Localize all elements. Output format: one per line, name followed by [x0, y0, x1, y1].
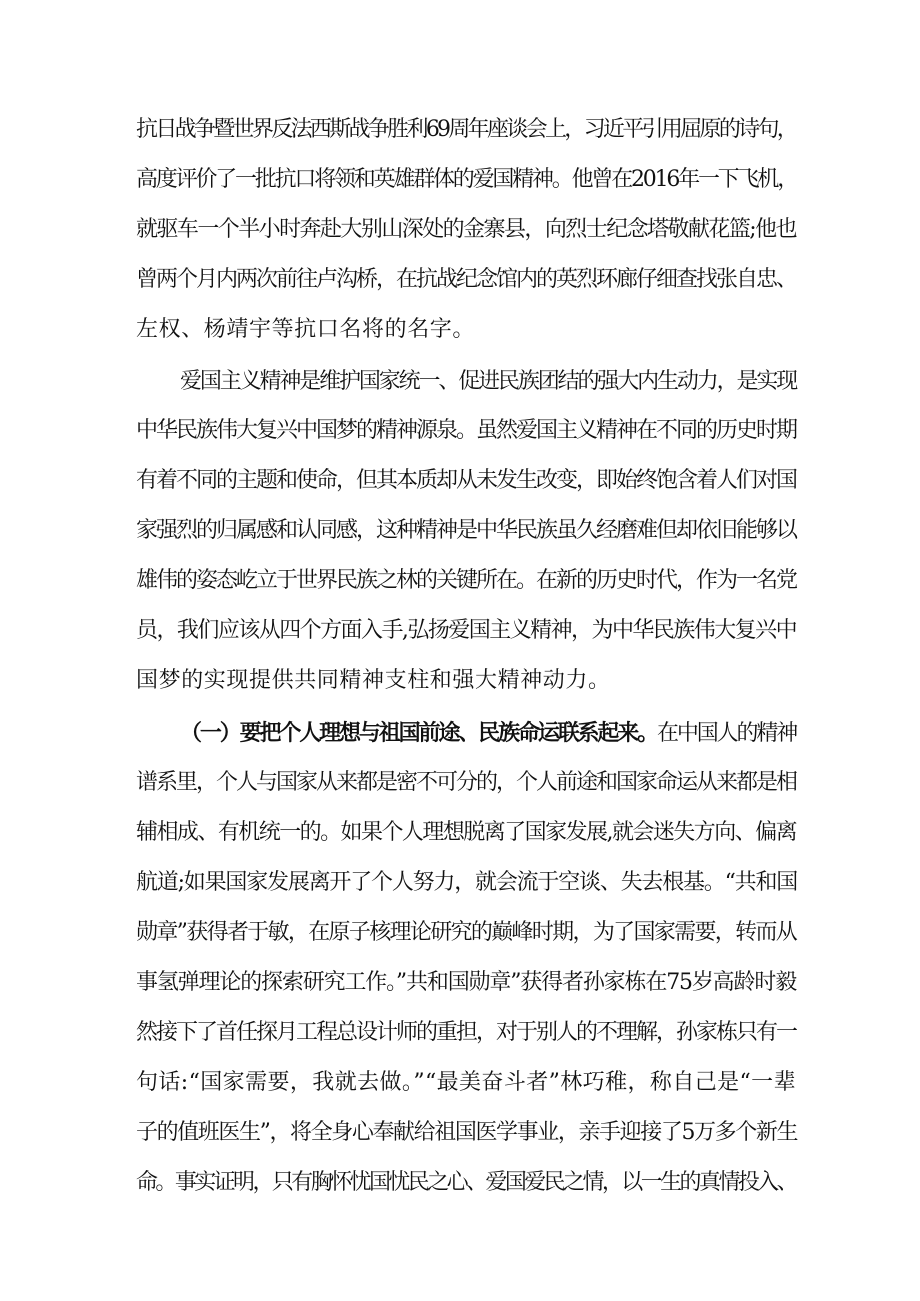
paragraph-line: 然接下了首任探月工程总设计师的重担，对于别人的不理解，孙家栋只有一: [136, 1020, 797, 1045]
paragraph-line: 爱国主义精神是维护国家统一、促进民族团结的强大内生动力，是实现: [180, 369, 796, 394]
paragraph-line: 家强烈的归属感和认同感，这种精神是中华民族虽久经磨难但却依旧能够以: [136, 518, 797, 543]
paragraph-line: 勋章”获得者于敏，在原子核理论研究的巅峰时期，为了国家需要，转而从: [136, 920, 796, 945]
section-heading-rest: 在中国人的精神: [656, 721, 796, 746]
paragraph-line: 子的值班医生”，将全身心奉献给祖国医学事业，亲手迎接了5万多个新生: [136, 1120, 798, 1145]
section-heading-line: [180, 718, 796, 749]
paragraph-line: 雄伟的姿态屹立于世界民族之林的关键所在。在新的历史时代，作为一名党: [136, 568, 797, 593]
paragraph-line: 辅相成、有机统一的。如果个人理想脱离了国家发展,就会迷失方向、偏离: [136, 820, 796, 845]
paragraph-line: 命。事实证明，只有胸怀忧国忧民之心、爱国爱民之情，以一生的真情投入、: [136, 1170, 796, 1195]
paragraph-line: 谱系里，个人与国家从来都是密不可分的，个人前途和国家命运从来都是相: [136, 770, 797, 795]
section-heading: （一）要把个人理想与祖国前途、民族命运联系起来。: [180, 720, 657, 746]
paragraph-line: 国梦的实现提供共同精神支柱和强大精神动力。: [136, 668, 611, 693]
paragraph-line: 就驱车一个半小时奔赴大别山深处的金寨县，向烈士纪念塔敬献花篮;他也: [136, 217, 796, 242]
paragraph-line: 高度评价了一批抗口将领和英雄群体的爱国精神。他曾在2016年一下飞机，: [136, 167, 797, 192]
paragraph-line: 员，我们应该从四个方面入手,弘扬爱国主义精神，为中华民族伟大复兴中: [136, 618, 796, 643]
paragraph-line: 事氢弹理论的探索研究工作。”共和国勋章”获得者孙家栋在75岁高龄时毅: [136, 970, 796, 995]
paragraph-line: 曾两个月内两次前往卢沟桥，在抗战纪念馆内的英烈环廊仔细查找张自忠、: [136, 267, 797, 292]
paragraph-line: 有着不同的主题和使命，但其本质却从未发生改变，即始终饱含着人们对国: [136, 468, 797, 493]
paragraph-line: 中华民族伟大复兴中国梦的精神源泉。虽然爱国主义精神在不同的历史时期: [136, 418, 797, 443]
paragraph-line: 航道;如果国家发展离开了个人努力，就会流于空谈、失去根基。“共和国: [136, 870, 798, 895]
paragraph-line: 抗日战争暨世界反法西斯战争胜利69周年座谈会上，习近平引用屈原的诗句，: [136, 117, 796, 142]
paragraph-line: 句话:“国家需要，我就去做。”“最美奋斗者”林巧稚，称自己是“一辈: [136, 1070, 796, 1095]
paragraph-line: 左权、杨靖宇等抗口名将的名字。: [136, 317, 476, 342]
